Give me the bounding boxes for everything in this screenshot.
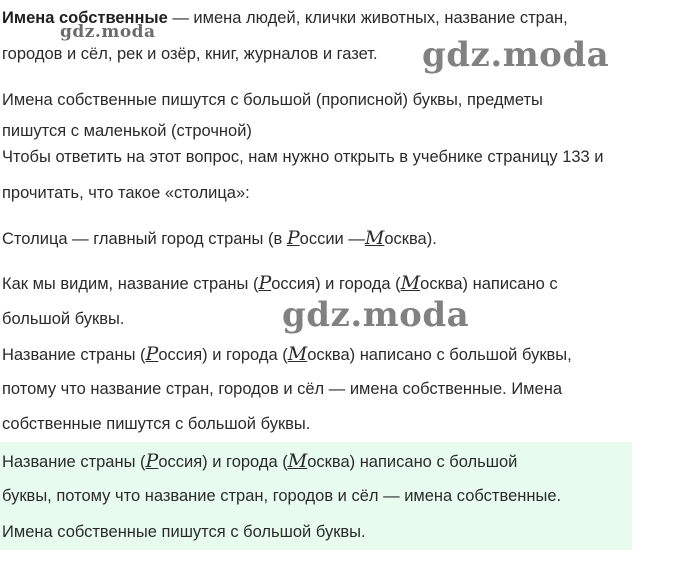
explanation-post: осква) написано с большой буквы, xyxy=(307,346,572,364)
rule-line-2-cut xyxy=(2,118,252,140)
question-line-2: прочитать, что такое «столица»: xyxy=(2,184,250,202)
question-line-1: Чтобы ответить на этот вопрос, нам нужно открыть в учебнике страницу 133 и xyxy=(2,148,604,166)
underlined-letter-r: Р xyxy=(286,227,300,249)
watermark-big-top: gdz.moda xyxy=(422,35,610,75)
observation-pre: Как мы видим, название страны ( xyxy=(2,275,259,293)
explanation-pre: Название страны ( xyxy=(2,346,146,364)
underlined-letter-m: М xyxy=(364,227,385,249)
underlined-letter-m: М xyxy=(400,272,421,294)
underlined-letter-r: Р xyxy=(258,272,272,294)
answer-post: осква) написано с большой xyxy=(307,453,518,471)
underlined-letter-r: Р xyxy=(145,343,159,365)
capital-def-russia: оссии — xyxy=(299,230,365,248)
definition-rest: — имена людей, клички животных, название стран, xyxy=(167,9,568,27)
observation-line-2: большой буквы. xyxy=(2,310,125,328)
capital-definition xyxy=(2,220,437,257)
explanation-line-3: собственные пишутся с большой буквы. xyxy=(2,415,311,433)
explanation-line-1 xyxy=(2,336,572,373)
term-bold: Имена собственные xyxy=(2,9,168,27)
rule-line-1: Имена собственные пишутся с большой (прописной) буквы, предметы xyxy=(2,91,543,109)
watermark-small: gdz.moda xyxy=(60,22,156,42)
definition-line-2: городов и сёл, рек и озёр, книг, журналов и газет. xyxy=(2,45,378,63)
answer-mid: оссия) и города ( xyxy=(158,453,288,471)
answer-pre: Название страны ( xyxy=(2,453,146,471)
answer-line-3: Имена собственные пишутся с большой буквы. xyxy=(2,523,366,541)
explanation-mid: оссия) и города ( xyxy=(158,346,288,364)
underlined-letter-r: Р xyxy=(145,450,159,472)
capital-def-moscow: осква). xyxy=(384,230,437,248)
answer-line-2: буквы, потому что название стран, городов и сёл — имена собственные. xyxy=(2,487,562,505)
observation-mid: оссия) и города ( xyxy=(271,275,401,293)
underlined-letter-m: М xyxy=(287,343,308,365)
observation-post: осква) написано с xyxy=(420,275,558,293)
answer-line-1 xyxy=(2,443,517,480)
capital-def-text: Столица — главный город страны (в xyxy=(2,230,287,248)
explanation-line-2: потому что название стран, городов и сёл — имена собственные. Имена xyxy=(2,380,562,398)
underlined-letter-m: М xyxy=(287,450,308,472)
watermark-big-middle: gdz.moda xyxy=(282,295,470,335)
observation-line-1 xyxy=(2,265,558,302)
rule-line-2-text: пишутся с маленькой (строчной) xyxy=(2,122,252,140)
